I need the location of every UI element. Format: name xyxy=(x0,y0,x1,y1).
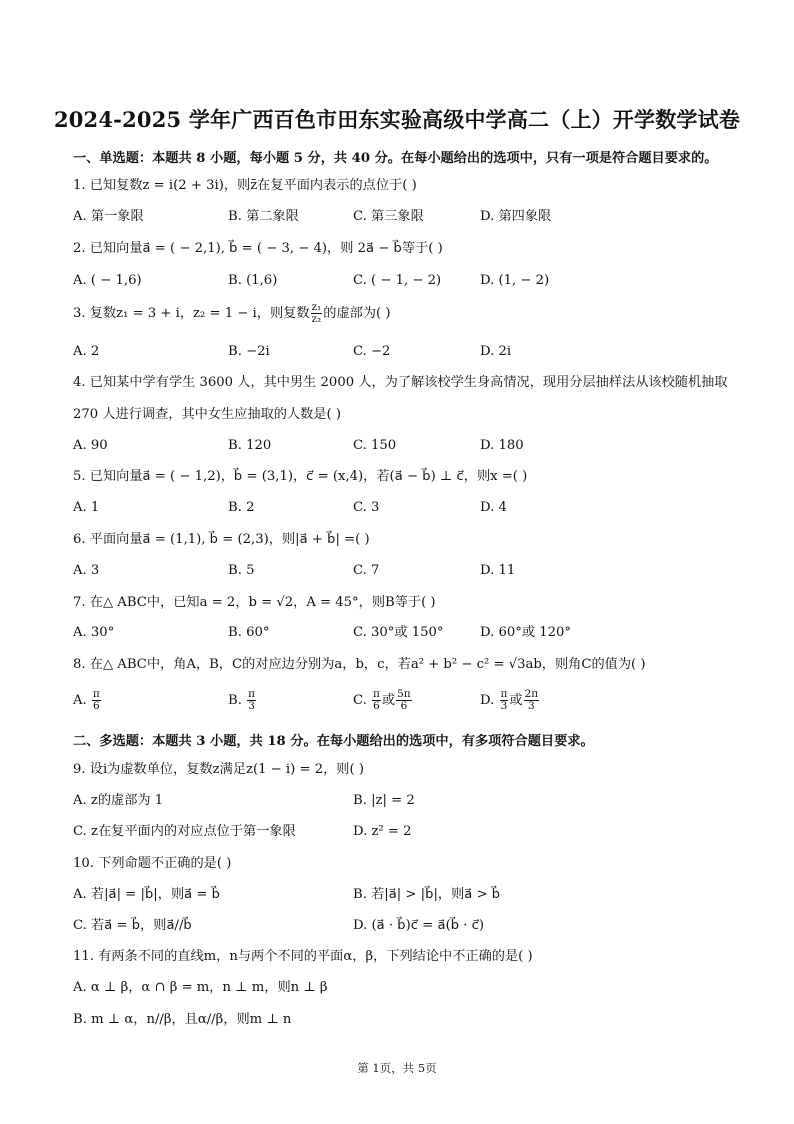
question-3-option-a: A. 2 xyxy=(73,344,100,359)
option-fraction xyxy=(247,689,256,712)
option-fraction xyxy=(372,689,381,712)
question-7-option-c: C. 30°或 150° xyxy=(353,625,444,640)
fraction-numerator: 2π xyxy=(524,688,539,700)
fraction-denominator: z₂ xyxy=(311,313,322,325)
question-5-stem: 5. 已知向量a⃗ = ( − 1,2)，b⃗ = (3,1)，c⃗ = (x,4)，若(a⃗ − b⃗) ⊥ c⃗，则x =( ) xyxy=(73,469,528,484)
question-2-stem: 2. 已知向量a⃗ = ( − 2,1), b⃗ = ( − 3, − 4)，则 2a⃗ − b⃗等于( ) xyxy=(73,241,443,256)
question-7-option-b: B. 60° xyxy=(228,625,270,640)
option-prefix: C. xyxy=(353,693,372,708)
question-7-stem: 7. 在△ ABC中，已知a = 2，b = √2，A = 45°，则B等于( ) xyxy=(73,595,436,610)
fraction-numerator: 5π xyxy=(397,688,411,700)
question-1-option-d: D. 第四象限 xyxy=(480,209,552,224)
question-1-option-c: C. 第三象限 xyxy=(353,209,424,224)
question-2-option-c: C. ( − 1, − 2) xyxy=(353,273,442,288)
fraction-numerator: π xyxy=(500,688,508,700)
option-or: 或 xyxy=(381,693,396,708)
fraction-denominator: 6 xyxy=(400,700,408,712)
question-10-option-c: C. 若a⃗ = b⃗，则a⃗//b⃗ xyxy=(73,918,192,933)
question-6-option-d: D. 11 xyxy=(480,563,516,578)
option-fraction xyxy=(396,689,412,712)
question-10-option-b: B. 若|a⃗| > |b⃗|，则a⃗ > b⃗ xyxy=(353,887,501,902)
question-8-option-a xyxy=(73,689,102,712)
question-8-option-d xyxy=(480,689,540,712)
fraction-denominator: 3 xyxy=(528,700,535,712)
question-4-option-a: A. 90 xyxy=(73,438,108,453)
question-2-option-a: A. ( − 1,6) xyxy=(73,273,142,288)
question-10-option-a: A. 若|a⃗| = |b⃗|，则a⃗ = b⃗ xyxy=(73,887,221,902)
question-1-stem: 1. 已知复数z = i(2 + 3i)，则z̄在复平面内表示的点位于( ) xyxy=(73,178,417,193)
question-9-stem: 9. 设i为虚数单位，复数z满足z(1 − i) = 2，则( ) xyxy=(73,762,364,777)
question-4-option-b: B. 120 xyxy=(228,438,272,453)
question-11-option-a: A. α ⊥ β，α ∩ β = m，n ⊥ m，则n ⊥ β xyxy=(73,980,328,995)
question-4-stem: 4. 已知某中学有学生 3600 人，其中男生 2000 人，为了解该校学生身高情况，现用分层抽样法从该校随机抽取 270 人进行调查，其中女生应抽取的人数是( ) xyxy=(73,375,728,422)
question-3-option-b: B. −2i xyxy=(228,344,270,359)
question-5-option-a: A. 1 xyxy=(73,500,100,515)
question-3-stem-post: 的虚部为( ) xyxy=(323,306,391,321)
question-6-option-a: A. 3 xyxy=(73,563,100,578)
option-fraction xyxy=(524,689,540,712)
question-9-option-a: A. z的虚部为 1 xyxy=(73,793,164,808)
question-10-stem: 10. 下列命题不正确的是( ) xyxy=(73,856,232,871)
page-footer: 第 1页，共 5页 xyxy=(357,1061,437,1075)
question-9-option-b: B. |z| = 2 xyxy=(353,793,415,808)
option-or: 或 xyxy=(509,693,523,708)
fraction-denominator: 3 xyxy=(248,700,255,712)
fraction-numerator: π xyxy=(92,688,100,700)
section-heading-single-choice: 一、单选题：本题共 8 小题，每小题 5 分，共 40 分。在每小题给出的选项中，只有一项是符合题目要求的。 xyxy=(73,151,718,166)
question-8-option-c xyxy=(353,689,413,712)
question-6-option-c: C. 7 xyxy=(353,563,380,578)
question-4-option-c: C. 150 xyxy=(353,438,397,453)
question-9-option-c: C. z在复平面内的对应点位于第一象限 xyxy=(73,824,296,839)
section-heading-multi-choice: 二、多选题：本题共 3 小题，共 18 分。在每小题给出的选项中，有多项符合题目要求。 xyxy=(73,734,594,749)
question-2-option-d: D. (1, − 2) xyxy=(480,273,550,288)
page-title: 2024-2025 学年广西百色市田东实验高级中学高二（上）开学数学试卷 xyxy=(53,107,741,132)
question-3-option-c: C. −2 xyxy=(353,344,391,359)
fraction-numerator: π xyxy=(248,688,255,700)
question-9-option-d: D. z² = 2 xyxy=(353,824,412,839)
question-1-option-a: A. 第一象限 xyxy=(73,209,144,224)
question-5-option-c: C. 3 xyxy=(353,500,380,515)
option-fraction xyxy=(500,689,509,712)
fraction-numerator: π xyxy=(373,688,380,700)
fraction-numerator: z₁ xyxy=(311,301,322,313)
question-3-option-d: D. 2i xyxy=(480,344,512,359)
option-fraction xyxy=(92,689,101,712)
question-10-option-d: D. (a⃗ · b⃗)c⃗ = a⃗(b⃗ · c⃗) xyxy=(353,918,485,933)
fraction-denominator: 6 xyxy=(373,700,380,712)
question-7-option-a: A. 30° xyxy=(73,625,115,640)
question-3-stem xyxy=(73,302,734,325)
fraction-denominator: 3 xyxy=(500,700,508,712)
question-5-option-d: D. 4 xyxy=(480,500,507,515)
question-5-option-b: B. 2 xyxy=(228,500,255,515)
option-prefix: A. xyxy=(73,693,91,708)
question-7-option-d: D. 60°或 120° xyxy=(480,625,572,640)
fraction-denominator: 6 xyxy=(93,700,100,712)
option-prefix: D. xyxy=(480,693,499,708)
question-3-fraction xyxy=(311,302,323,325)
question-11-stem: 11. 有两条不同的直线m，n与两个不同的平面α，β，下列结论中不正确的是( ) xyxy=(73,949,533,964)
question-8-stem: 8. 在△ ABC中，角A，B，C的对应边分别为a，b，c，若a² + b² − c² = √3ab，则角C的值为( ) xyxy=(73,657,646,672)
question-6-stem: 6. 平面向量a⃗ = (1,1), b⃗ = (2,3)，则|a⃗ + b⃗| =( ) xyxy=(73,532,370,547)
option-prefix: B. xyxy=(228,693,247,708)
question-8-option-b xyxy=(228,689,257,712)
question-3-stem-pre: 3. 复数z₁ = 3 + i，z₂ = 1 − i，则复数 xyxy=(73,306,310,321)
question-1-option-b: B. 第二象限 xyxy=(228,209,299,224)
question-11-option-b: B. m ⊥ α，n//β，且α//β，则m ⊥ n xyxy=(73,1012,292,1027)
question-2-option-b: B. (1,6) xyxy=(228,273,278,288)
question-6-option-b: B. 5 xyxy=(228,563,255,578)
question-4-option-d: D. 180 xyxy=(480,438,524,453)
